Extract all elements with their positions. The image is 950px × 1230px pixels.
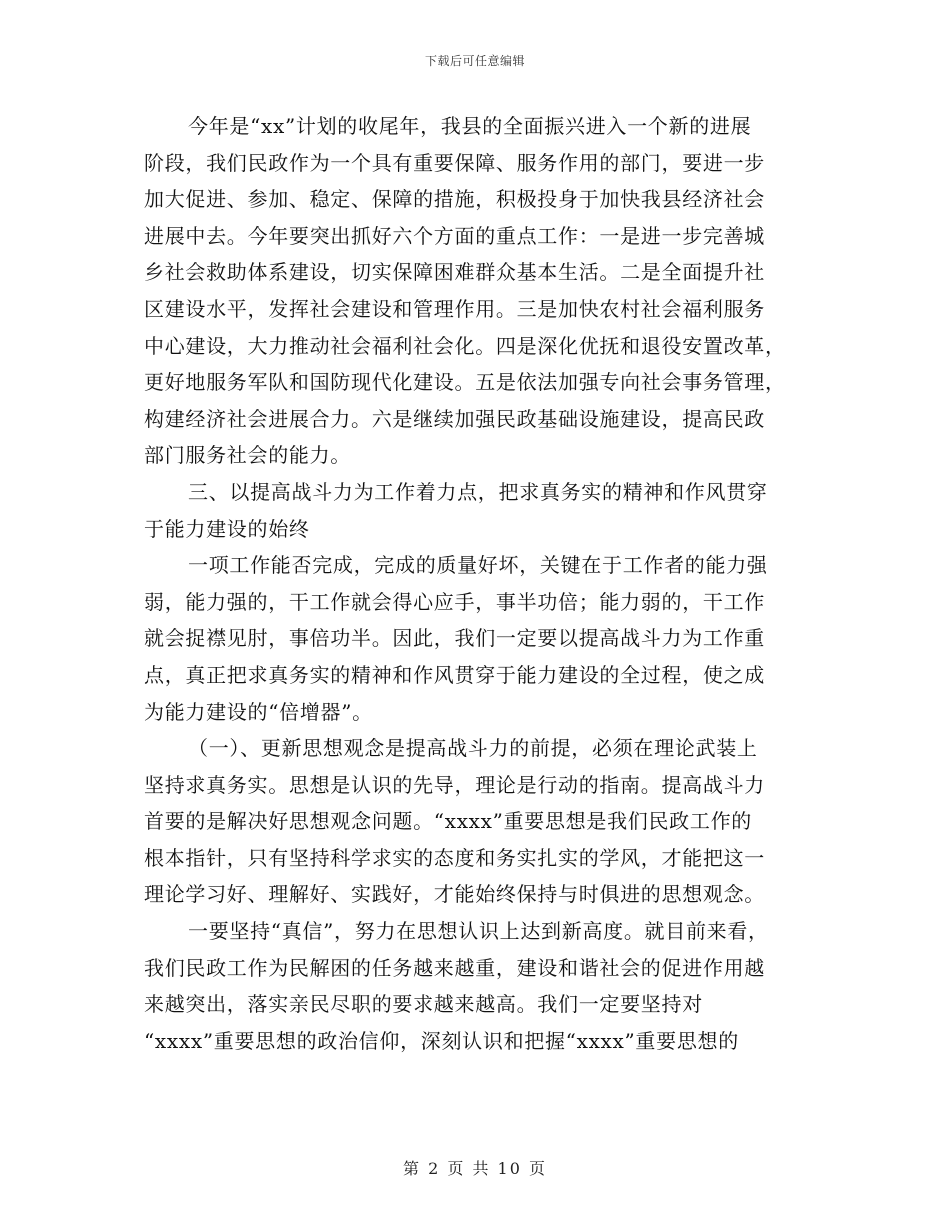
text-line: 进展中去。今年要突出抓好六个方面的重点工作：一是进一步完善城 <box>144 223 765 248</box>
page-number-footer: 第 2 页 共 10 页 <box>403 1159 547 1178</box>
text-line: 区建设水平，发挥社会建设和管理作用。三是加快农村社会福利服务 <box>144 296 765 321</box>
text-line: “xxxx”重要思想的政治信仰，深刻认识和把握“xxxx”重要思想的 <box>144 1028 739 1053</box>
text-line: 根本指针，只有坚持科学求实的态度和务实扎实的学风，才能把这一 <box>144 845 765 870</box>
text-line: 更好地服务军队和国防现代化建设。五是依法加强专向社会事务管理， <box>144 370 786 395</box>
text-line: 首要的是解决好思想观念问题。“xxxx”重要思想是我们民政工作的 <box>144 809 752 834</box>
text-line: 弱，能力强的，干工作就会得心应手，事半功倍；能力弱的，干工作 <box>144 589 765 614</box>
document-body <box>144 108 794 1059</box>
text-line: 我们民政工作为民解困的任务越来越重，建设和谐社会的促进作用越 <box>144 955 765 980</box>
section-heading-line: 于能力建设的始终 <box>144 516 310 541</box>
text-line: 点，真正把求真务实的精神和作风贯穿于能力建设的全过程，使之成 <box>144 662 765 687</box>
text-line: 来越突出，落实亲民尽职的要求越来越高。我们一定要坚持对 <box>144 992 703 1017</box>
text-line: 构建经济社会进展合力。六是继续加强民政基础设施建设，提高民政 <box>144 406 765 431</box>
text-line: （一）、更新思想观念是提高战斗力的前提，必须在理论武装上 <box>188 736 758 761</box>
text-line: 乡社会救助体系建设，切实保障困难群众基本生活。二是全面提升社 <box>144 260 765 285</box>
text-line: 阶段，我们民政作为一个具有重要保障、服务作用的部门，要进一步 <box>144 150 765 175</box>
text-line: 为能力建设的“倍增器”。 <box>144 699 373 724</box>
text-line: 中心建设，大力推动社会福利社会化。四是深化优抚和退役安置改革， <box>144 333 786 358</box>
text-line: 今年是“xx”计划的收尾年，我县的全面振兴进入一个新的进展 <box>188 114 752 138</box>
header-note: 下载后可任意编辑 <box>424 54 525 68</box>
text-line: 一项工作能否完成，完成的质量好坏，关键在于工作者的能力强 <box>188 553 768 578</box>
text-line: 理论学习好、理解好、实践好，才能始终保持与时俱进的思想观念。 <box>144 882 765 907</box>
text-line: 部门服务社会的能力。 <box>144 443 351 468</box>
text-line: 一要坚持“真信”，努力在思想认识上达到新高度。就目前来看， <box>188 919 769 944</box>
text-line: 就会捉襟见肘，事倍功半。因此，我们一定要以提高战斗力为工作重 <box>144 626 765 651</box>
section-heading-line: 三、以提高战斗力为工作着力点，把求真务实的精神和作风贯穿 <box>188 479 768 504</box>
text-line: 加大促进、参加、稳定、保障的措施，积极投身于加快我县经济社会 <box>144 187 765 212</box>
text-line: 坚持求真务实。思想是认识的先导，理论是行动的指南。提高战斗力 <box>144 772 765 797</box>
